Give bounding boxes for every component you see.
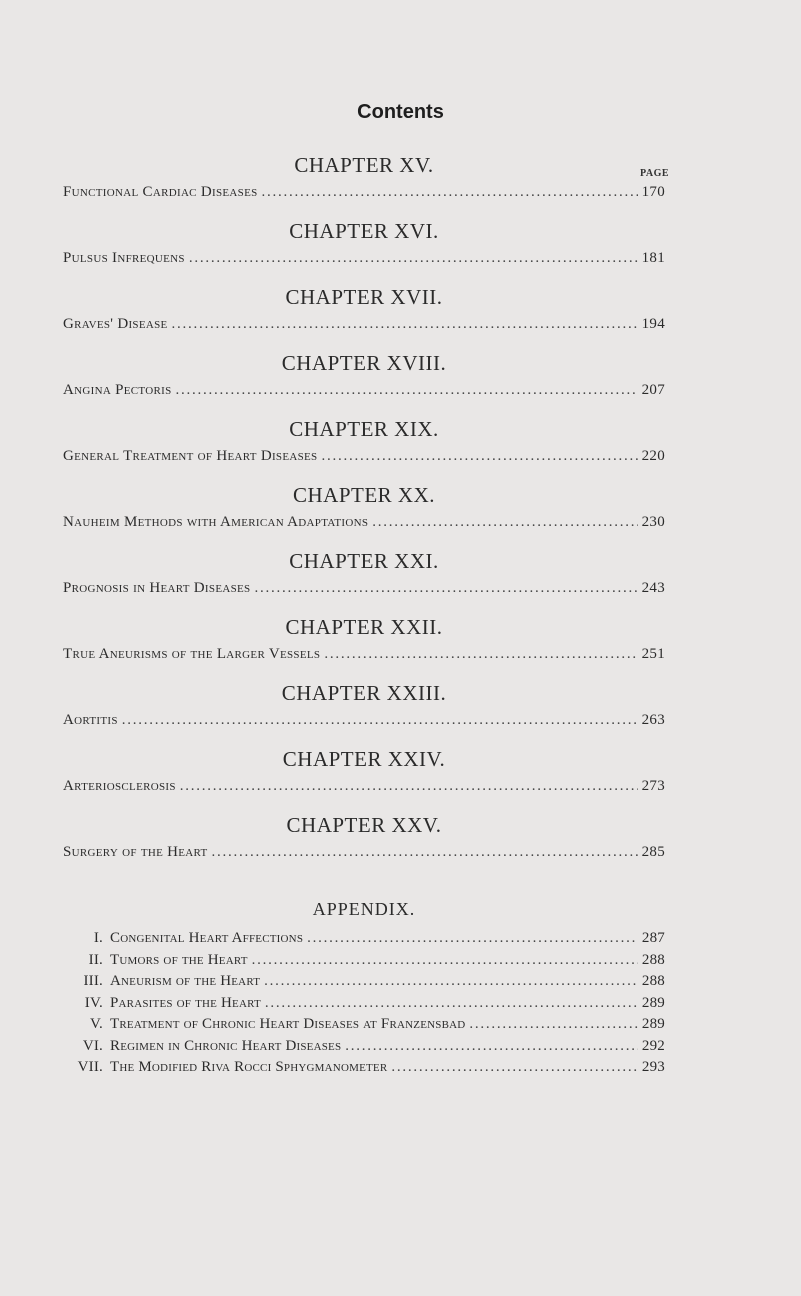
appendix-page-number: 293 xyxy=(641,1059,665,1075)
appendix-entry[interactable] xyxy=(63,1057,665,1079)
appendix-page-number: 289 xyxy=(641,994,665,1011)
appendix-title: Congenital Heart Affections xyxy=(110,930,304,946)
appendix-number: IV. xyxy=(84,994,103,1011)
dot-leader xyxy=(391,1057,638,1079)
appendix-page-number: 288 xyxy=(641,951,665,968)
entry-page-number: 230 xyxy=(641,514,665,530)
entry-page-number: 285 xyxy=(641,844,665,860)
appendix-number: I. xyxy=(93,930,103,946)
appendix-number: II. xyxy=(88,951,103,968)
appendix-title: Parasites of the Heart xyxy=(110,994,261,1011)
dot-leader xyxy=(176,378,638,402)
appendix-page-number: 292 xyxy=(641,1037,665,1054)
appendix-entry[interactable] xyxy=(63,971,665,993)
appendix-number: V. xyxy=(89,1016,103,1032)
chapter-block xyxy=(63,480,665,534)
appendix-page-number: 287 xyxy=(641,930,665,946)
dot-leader xyxy=(372,510,637,534)
appendix-page-number: 288 xyxy=(641,973,665,989)
entry-page-number: 181 xyxy=(641,250,665,266)
entry-page-number: 207 xyxy=(641,382,665,398)
appendix-entry[interactable] xyxy=(63,928,665,950)
chapter-heading: CHAPTER XVIII. xyxy=(281,351,447,375)
chapter-block xyxy=(63,282,665,336)
entry-title: Aortitis xyxy=(63,712,118,728)
toc-entry[interactable] xyxy=(63,708,665,732)
toc-entry[interactable] xyxy=(63,774,665,798)
page-title: Contents xyxy=(357,101,444,123)
entry-page-number: 243 xyxy=(641,580,665,596)
dot-leader xyxy=(264,971,638,993)
entry-title: Pulsus Infrequens xyxy=(63,250,185,266)
dot-leader xyxy=(345,1036,638,1058)
chapter-block xyxy=(63,810,665,864)
dot-leader xyxy=(172,312,638,336)
appendix-entry[interactable] xyxy=(63,1014,665,1036)
chapter-heading: CHAPTER XVI. xyxy=(289,219,439,243)
appendix-title: Aneurism of the Heart xyxy=(110,973,261,989)
toc-entry[interactable] xyxy=(63,180,665,204)
entry-title: Surgery of the Heart xyxy=(63,844,208,860)
toc-entry[interactable] xyxy=(63,840,665,864)
chapter-block xyxy=(63,348,665,402)
entry-page-number: 170 xyxy=(641,184,665,200)
dot-leader xyxy=(212,840,638,864)
appendix-title: Treatment of Chronic Heart Diseases at Franzensbad xyxy=(110,1016,466,1032)
appendix-entry[interactable] xyxy=(63,950,665,972)
chapter-block xyxy=(63,216,665,270)
entry-title: Graves' Disease xyxy=(63,316,168,332)
dot-leader xyxy=(321,444,637,468)
toc-entry[interactable] xyxy=(63,576,665,600)
appendix-section xyxy=(63,895,665,1079)
dot-leader xyxy=(122,708,638,732)
toc-entry[interactable] xyxy=(63,246,665,270)
chapter-heading: CHAPTER XXIII. xyxy=(281,681,447,705)
entry-page-number: 251 xyxy=(641,646,665,662)
toc-entry[interactable] xyxy=(63,510,665,534)
appendix-title: Tumors of the Heart xyxy=(110,951,248,968)
entry-title: Arteriosclerosis xyxy=(63,778,176,794)
chapter-heading: CHAPTER XVII. xyxy=(285,285,443,309)
appendix-number: VI. xyxy=(82,1037,103,1054)
chapter-list xyxy=(63,150,665,864)
page-column-label: PAGE xyxy=(640,168,670,179)
chapter-block xyxy=(63,546,665,600)
chapter-block xyxy=(63,744,665,798)
entry-page-number: 194 xyxy=(641,316,665,332)
dot-leader xyxy=(262,180,638,204)
dot-leader xyxy=(254,576,637,600)
dot-leader xyxy=(469,1014,637,1036)
chapter-heading: CHAPTER XIX. xyxy=(289,417,439,441)
chapter-block xyxy=(63,414,665,468)
entry-page-number: 263 xyxy=(641,712,665,728)
entry-title: True Aneurisms of the Larger Vessels xyxy=(63,646,321,662)
entry-title: Functional Cardiac Diseases xyxy=(63,184,258,200)
chapter-heading: CHAPTER XX. xyxy=(292,483,435,507)
entry-title: General Treatment of Heart Diseases xyxy=(63,448,318,464)
dot-leader xyxy=(189,246,638,270)
toc-entry[interactable] xyxy=(63,444,665,468)
appendix-title: The Modified Riva Rocci Sphygmanometer xyxy=(110,1059,388,1075)
dot-leader xyxy=(265,993,638,1015)
appendix-entry[interactable] xyxy=(63,993,665,1015)
appendix-number: VII. xyxy=(77,1059,103,1075)
entry-page-number: 273 xyxy=(641,778,665,794)
chapter-block xyxy=(63,150,665,204)
chapter-heading: CHAPTER XV. xyxy=(294,153,434,177)
dot-leader xyxy=(307,928,638,950)
appendix-heading: APPENDIX. xyxy=(312,899,416,919)
appendix-entry[interactable] xyxy=(63,1036,665,1058)
toc-entry[interactable] xyxy=(63,642,665,666)
entry-title: Prognosis in Heart Diseases xyxy=(63,580,251,596)
appendix-page-number: 289 xyxy=(641,1016,665,1032)
chapter-block xyxy=(63,678,665,732)
appendix-title: Regimen in Chronic Heart Diseases xyxy=(110,1037,342,1054)
dot-leader xyxy=(324,642,637,666)
entry-title: Angina Pectoris xyxy=(63,382,172,398)
entry-title: Nauheim Methods with American Adaptations xyxy=(63,514,369,530)
toc-entry[interactable] xyxy=(63,378,665,402)
chapter-block xyxy=(63,612,665,666)
chapter-heading: CHAPTER XXV. xyxy=(286,813,442,837)
chapter-heading: CHAPTER XXI. xyxy=(289,549,439,573)
toc-entry[interactable] xyxy=(63,312,665,336)
dot-leader xyxy=(180,774,638,798)
appendix-number: III. xyxy=(83,973,103,989)
dot-leader xyxy=(252,950,638,972)
chapter-heading: CHAPTER XXII. xyxy=(285,615,443,639)
chapter-heading: CHAPTER XXIV. xyxy=(282,747,446,771)
entry-page-number: 220 xyxy=(641,448,665,464)
